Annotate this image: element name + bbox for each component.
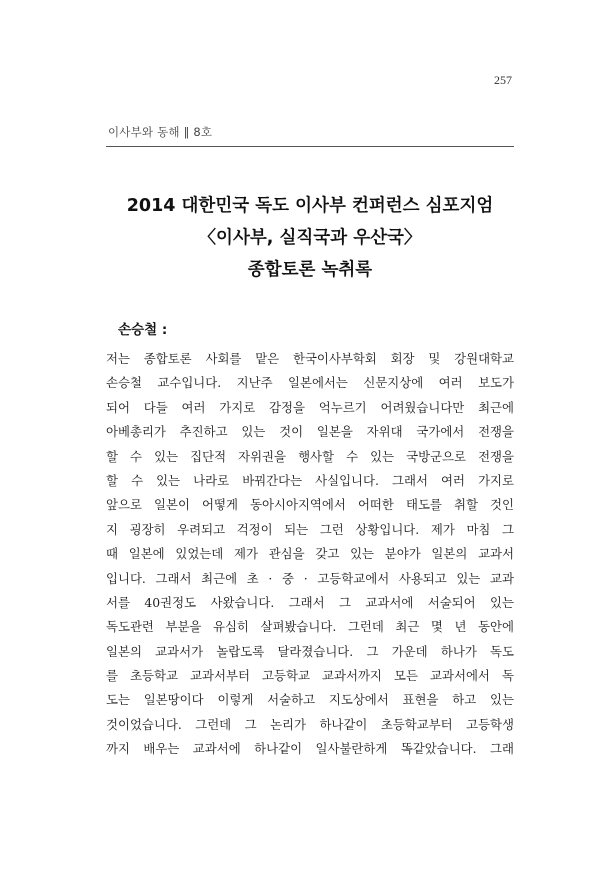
body-line: 때 일본에 있었는데 제가 관심을 갖고 있는 분야가 일본의 교과서 [106, 546, 514, 562]
body-line: 할 수 있는 집단적 자위권을 행사할 수 있는 국방군으로 전쟁을 [106, 448, 514, 464]
title-line-3: 종합토론 녹취록 [247, 260, 373, 280]
body-line: 를 초등학교 교과서부터 고등학교 교과서까지 모든 교과서에서 독 [106, 668, 514, 684]
body-line: 것이었습니다. 그런데 그 논리가 하나같이 초등학교부터 고등학생 [106, 716, 514, 732]
body-line: 서를 40권정도 사왔습니다. 그래서 그 교과서에 서술되어 있는 [106, 594, 514, 610]
body-line: 도는 일본땅이다 이렇게 서술하고 지도상에서 표현을 하고 있는 [106, 692, 514, 708]
body-line: 까지 배우는 교과서에 하나같이 일사불란하게 똑같았습니다. 그래 [106, 741, 514, 757]
article-title [100, 190, 520, 286]
header-divider [106, 146, 514, 147]
running-header: 이사부와 동해 ‖ 8호 [108, 125, 213, 139]
body-line: 일본의 교과서가 놀랍도록 달라졌습니다. 그 가운데 하나가 독도 [106, 643, 514, 659]
page-number: 257 [494, 73, 512, 87]
body-paragraph [106, 347, 514, 762]
body-line: 지 굉장히 우려되고 걱정이 되는 그런 상황입니다. 제가 마침 그 [106, 521, 514, 537]
body-line: 저는 종합토론 사회를 맡은 한국이사부학회 회장 및 강원대학교 [106, 351, 514, 366]
body-line: 아베총리가 추진하고 있는 것이 일본을 자위대 국가에서 전쟁을 [106, 424, 514, 440]
speaker-label: 손승철 : [118, 322, 168, 338]
body-line: 입니다. 그래서 최근에 초 · 중 · 고등학교에서 사용되고 있는 교과 [106, 570, 514, 586]
body-line: 할 수 있는 나라로 바꿔간다는 사실입니다. 그래서 여러 가지로 [106, 472, 514, 488]
body-line: 되어 다들 여러 가지로 감정을 억누르기 어려웠습니다만 최근에 [106, 399, 514, 415]
body-line: 앞으로 일본이 어떻게 동아시아지역에서 어떠한 태도를 취할 것인 [106, 497, 514, 513]
title-line-1: 2014 대한민국 독도 이사부 컨퍼런스 심포지엄 [126, 196, 494, 216]
body-line: 손승철 교수입니다. 지난주 일본에서는 신문지상에 여러 보도가 [106, 375, 514, 391]
title-line-2: 〈이사부, 실직국과 우산국〉 [198, 228, 422, 248]
body-line: 독도관련 부분을 유심히 살펴봤습니다. 그런데 최근 몇 년 동안에 [106, 619, 514, 635]
